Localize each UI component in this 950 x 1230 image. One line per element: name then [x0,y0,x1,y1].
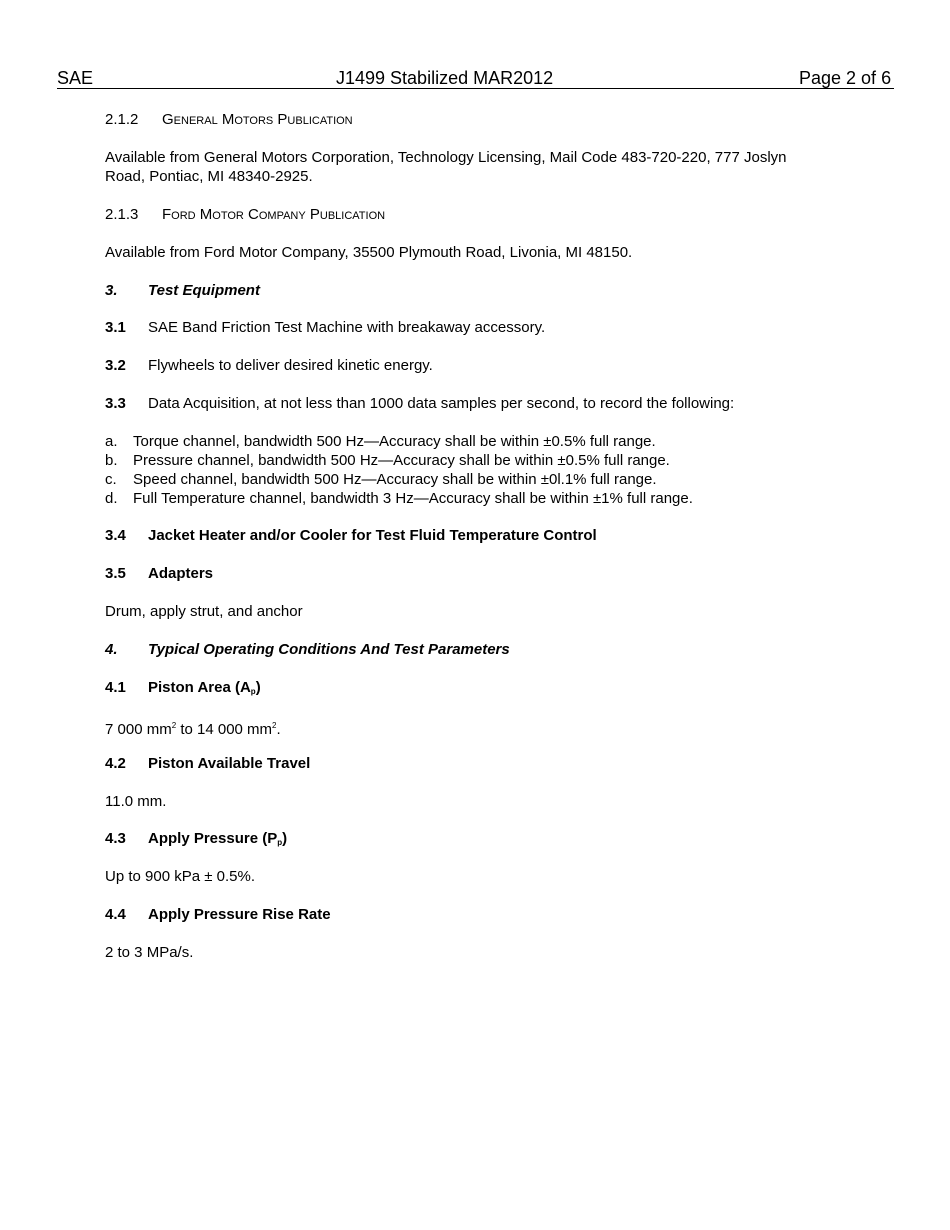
section-4-4-body: 2 to 3 MPa/s. [105,944,194,961]
section-number: 3.4 [105,527,126,544]
section-3-1 [105,318,545,337]
section-text: Data Acquisition, at not less than 1000 data samples per second, to record the following: [148,395,735,412]
section-2-1-2-heading [105,110,353,129]
superscript: 2 [272,721,277,730]
list-item [105,489,693,508]
list-item-text: Pressure channel, bandwidth 500 Hz—Accuracy shall be within ±0.5% full range. [133,452,670,469]
section-text: SAE Band Friction Test Machine with breakaway accessory. [148,319,546,336]
section-number: 3.5 [105,565,126,582]
section-4-3-heading [105,829,287,852]
section-title-post: ) [282,830,288,847]
section-title: Typical Operating Conditions And Test Parameters [148,641,510,658]
section-3-2 [105,356,433,375]
list-item-text: Speed channel, bandwidth 500 Hz—Accuracy shall be within ±0l.1% full range. [133,471,657,488]
section-number: 3.3 [105,395,126,412]
section-title: Piston Available Travel [148,755,311,772]
list-item [105,432,656,451]
header-left: SAE [57,68,94,88]
section-4-3-body: Up to 900 kPa ± 0.5%. [105,868,255,885]
list-item-label: b. [105,452,118,469]
section-4-4-heading [105,905,331,924]
section-4-1-body [105,716,281,739]
section-title-pre: Piston Area (A [148,679,251,696]
section-number: 4.3 [105,830,126,847]
section-number: 4. [105,641,118,658]
section-number: 4.2 [105,755,126,772]
section-2-1-2-body-line2: Road, Pontiac, MI 48340-2925. [105,168,313,185]
section-3-heading [105,281,260,300]
section-3-3 [105,394,734,413]
section-text: Flywheels to deliver desired kinetic energy. [148,357,433,374]
section-title: Adapters [148,565,214,582]
section-number: 4.1 [105,679,126,696]
section-4-2-body: 11.0 mm. [105,793,167,810]
section-2-1-2-body-line1: Available from General Motors Corporation, Technology Licensing, Mail Code 483-720-220, 777 Joslyn [105,149,787,166]
header-document-id: J1499 Stabilized MAR2012 [336,68,554,88]
section-title: General Motors Publication [162,111,353,128]
subscript: p [277,838,283,847]
section-title: Jacket Heater and/or Cooler for Test Fluid Temperature Control [148,527,597,544]
section-title: Test Equipment [148,282,260,299]
section-4-heading [105,640,510,659]
section-number: 4.4 [105,906,126,923]
list-item-label: d. [105,490,118,507]
section-4-2-heading [105,754,310,773]
section-2-1-3-body: Available from Ford Motor Company, 35500 Plymouth Road, Livonia, MI 48150. [105,244,633,261]
superscript: 2 [171,721,177,730]
section-number: 2.1.3 [105,206,139,223]
period: . [276,721,281,738]
subscript: p [250,687,256,696]
list-item [105,470,657,489]
section-3-5-heading [105,564,213,583]
header-page-number: Page 2 of 6 [799,68,892,88]
section-number: 3.2 [105,357,126,374]
list-item [105,451,670,470]
area-max: to 14 000 mm [176,721,273,738]
list-item-text: Torque channel, bandwidth 500 Hz—Accuracy shall be within ±0.5% full range. [133,433,656,450]
section-number: 2.1.2 [105,111,139,128]
section-title: Ford Motor Company Publication [162,206,386,223]
section-4-1-heading [105,678,261,701]
section-title-post: ) [255,679,261,696]
list-item-label: c. [105,471,117,488]
section-title: Apply Pressure Rise Rate [148,906,331,923]
section-title-pre: Apply Pressure (P [148,830,278,847]
section-number: 3.1 [105,319,126,336]
section-2-1-3-heading [105,205,385,224]
section-3-4-heading [105,526,597,545]
area-min: 7 000 mm [105,721,172,738]
list-item-label: a. [105,433,118,450]
section-3-5-body: Drum, apply strut, and anchor [105,603,303,620]
header-rule [57,88,894,89]
list-item-text: Full Temperature channel, bandwidth 3 Hz—Accuracy shall be within ±1% full range. [133,490,693,507]
section-number: 3. [105,282,118,299]
